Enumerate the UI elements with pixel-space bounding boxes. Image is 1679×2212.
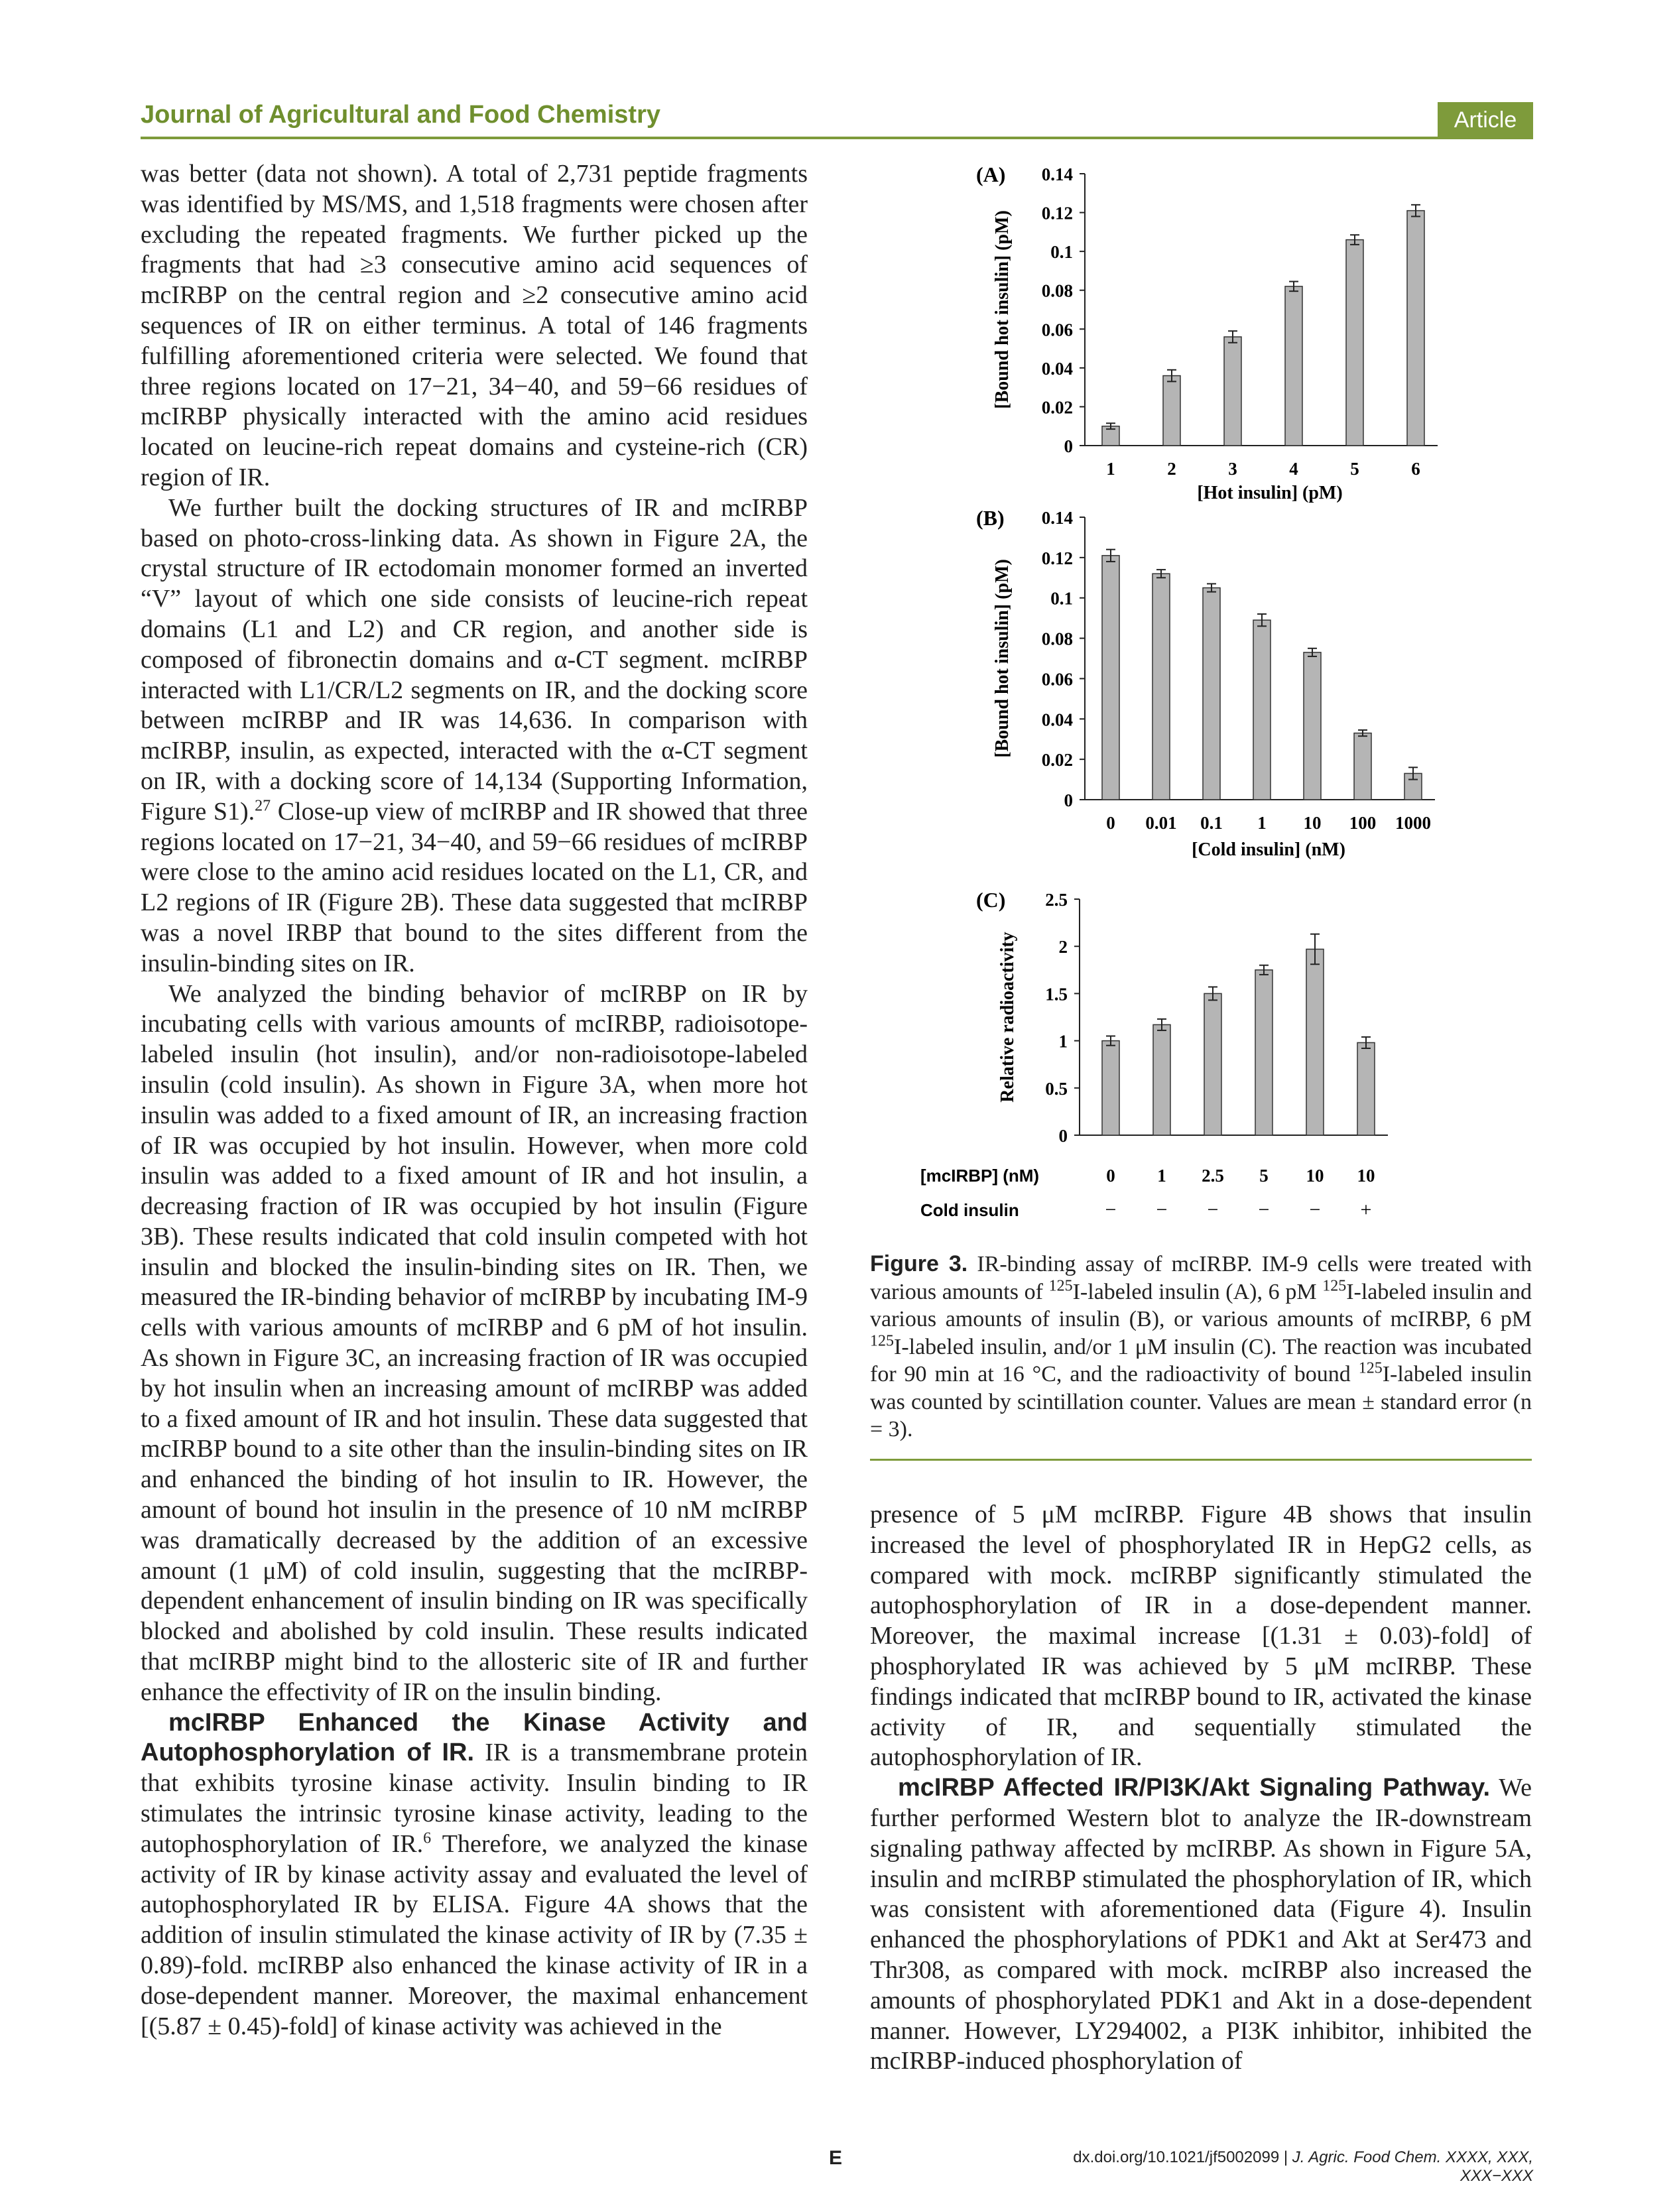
paragraph: mcIRBP Affected IR/PI3K/Akt Signaling Pathway. We further performed Western blot to analyze the IR-downstream signaling pathway affected by mcIRBP. As shown in Figure 5A, insulin and mcIRBP stimulated the phosphorylation of IR, which was consistent with aforementioned data (Figure 4). Insulin enhanced the phosphorylations of PDK1 and Akt at Ser473 and Thr308, as compared with mock. mcIRBP also increased the amounts of phosphorylated PDK1 and Akt in a dose-dependent manner. However, LY294002, a PI3K inhibitor, inhibited the mcIRBP-induced phosphorylation of (870, 1774, 1532, 2075)
bar (1204, 993, 1221, 1135)
bar (1102, 1041, 1119, 1135)
x-tick-label: 6 (1411, 459, 1420, 479)
x-tick-label: 10 (1357, 1166, 1375, 1186)
bar (1152, 574, 1170, 800)
x-tick-label: 10 (1306, 1166, 1324, 1186)
bar (1203, 588, 1220, 800)
citation-ref[interactable]: 27 (255, 797, 271, 815)
paragraph: presence of 5 μM mcIRBP. Figure 4B shows that insulin increased the level of phosphorylated IR in HepG2 cells, as compared with mock. mcIRBP significantly stimulated the autophosphorylation of IR in a dose-dependent manner. Moreover, the maximal increase [(1.31 ± 0.03)-fold] of phosphorylated IR was achieved by 5 μM mcIRBP. These findings indicated that mcIRBP bound to IR, activated the kinase activity of IR, and sequentially stimulated the autophosphorylation of IR. (870, 1501, 1532, 1772)
figure-3 (870, 159, 1533, 1221)
x-tick-label: 100 (1349, 813, 1377, 833)
y-tick-label: 0.5 (1045, 1078, 1068, 1099)
figure-3-chart (870, 159, 1533, 1221)
section-heading: mcIRBP Enhanced the Kinase Activity and Autophosphorylation of IR. (141, 1708, 808, 1767)
citation-ref[interactable]: 6 (423, 1829, 432, 1847)
bar (1304, 652, 1321, 800)
x-tick-label: 1 (1257, 813, 1267, 833)
x-tick-label: 5 (1259, 1166, 1269, 1186)
right-column (870, 1500, 1532, 2077)
footer-citation: dx.doi.org/10.1021/jf5002099 | J. Agric. Food Chem. XXXX, XXX, XXX−XXX (1073, 2148, 1533, 2185)
bar (1153, 1024, 1170, 1135)
y-axis-label: Relative radioactivity (997, 932, 1018, 1103)
row-label: Cold insulin (920, 1200, 1019, 1220)
y-tick-label: 0.14 (1041, 164, 1073, 184)
x-tick-label: 1 (1106, 459, 1115, 479)
y-tick-label: 0.12 (1041, 548, 1073, 568)
y-tick-label: 0.06 (1041, 669, 1073, 690)
x-tick-label: 10 (1303, 813, 1322, 833)
bar (1407, 211, 1424, 446)
y-tick-label: 2.5 (1045, 890, 1068, 910)
y-tick-label: 0.1 (1050, 242, 1073, 263)
x-tick-label: 2 (1167, 459, 1176, 479)
left-column (141, 159, 808, 2042)
x-tick-label: 5 (1350, 459, 1359, 479)
y-tick-label: 0 (1058, 1126, 1068, 1146)
y-tick-label: 0.08 (1041, 280, 1073, 301)
paragraph: We analyzed the binding behavior of mcIRBP on IR by incubating cells with various amounts of mcIRBP, radioisotope-labeled insulin (hot insulin), and/or non-radioisotope-labeled insulin (cold insulin). As shown in Figure 3A, when more hot insulin was added to a fixed amount of IR, an increasing fraction of IR was occupied by hot insulin. However, when more cold insulin was added to a fixed amount of IR and hot insulin, a decreasing fraction of IR was occupied by hot insulin (Figure 3B). These results indicated that cold insulin competed with hot insulin and blocked the insulin-binding sites on IR. Then, we measured the IR-binding behavior of mcIRBP by incubating IM-9 cells with various amounts of mcIRBP and 6 pM of hot insulin. As shown in Figure 3C, an increasing fraction of IR was occupied by hot insulin when an increasing amount of mcIRBP was added to a fixed amount of IR and hot insulin. These data suggested that mcIRBP bound to a site other than the insulin-binding sites on IR and enhanced the binding of hot insulin to IR. However, the amount of bound hot insulin in the presence of 10 nM mcIRBP was dramatically decreased by the addition of an excessive amount (1 μM) of cold insulin, suggesting that the mcIRBP-dependent enhancement of insulin binding on IR was specifically blocked and abolished by cold insulin. These results indicated that mcIRBP might bind to the allosteric site of IR and further enhance the effectivity of IR on the insulin binding. (141, 979, 808, 1706)
x-tick-label: − (1258, 1199, 1270, 1221)
panel-label: (C) (976, 888, 1006, 912)
x-tick-label: − (1105, 1199, 1117, 1221)
bar (1346, 240, 1363, 446)
x-tick-label: 1000 (1395, 813, 1431, 833)
figure-caption: Figure 3. IR-binding assay of mcIRBP. IM-9 cells were treated with various amounts of $^{125}$I-labeled insulin (A), 6 pM $^{125}$I-labeled insulin and various amounts of insulin (B), or various amounts of mcIRBP, 6 pM $^{125}$I-labeled insulin, and/or 1 μM insulin (C). The reaction was incubated for 90 min at 16 °C, and the radioactivity of bound $^{125}$I-labeled insulin was counted by scintillation counter. Values are mean ± standard error (n = 3). (870, 1251, 1532, 1442)
bar (1285, 286, 1302, 446)
x-tick-label: 0 (1106, 1166, 1115, 1186)
y-tick-label: 2 (1058, 937, 1068, 957)
x-tick-label: − (1309, 1199, 1321, 1221)
y-tick-label: 0.02 (1041, 750, 1073, 770)
paragraph: was better (data not shown). A total of 2,731 peptide fragments was identified by MS/MS, and 1,518 fragments were chosen after excluding the repeated fragments. We further picked up the fragments that had ≥3 consecutive amino acid sequences of mcIRBP on the central region and ≥2 consecutive amino acid sequences of IR on either terminus. A total of 146 fragments fulfilling aforementioned criteria were selected. We found that three regions located on 17−21, 34−40, and 59−66 residues of mcIRBP physically interacted with the amino acid residues located on leucine-rich repeat domains and cysteine-rich (CR) region of IR. (141, 160, 808, 491)
paragraph: We further built the docking structures of IR and mcIRBP based on photo-cross-linking data. As shown in Figure 2A, the crystal structure of IR ectodomain monomer formed an inverted “V” layout of which one side consists of leucine-rich repeat domains (L1 and L2) and CR region, and another side is composed of fibronectin domains and α-CT segment. mcIRBP interacted with L1/CR/L2 segments on IR, and the docking score between mcIRBP and IR was 14,636. In comparison with mcIRBP, insulin, as expected, interacted with the α-CT segment on IR, with a docking score of 14,134 (Supporting Information, Figure S1).$^{27}$ Close-up view of mcIRBP and IR showed that three regions located on 17−21, 34−40, and 59−66 residues of mcIRBP were close to the amino acid residues located on the L1, CR, and L2 regions of IR (Figure 2B). These data suggested that mcIRBP was a novel IRBP that bound to the sites different from the insulin-binding sites on IR. (141, 493, 808, 977)
x-tick-label: 4 (1289, 459, 1298, 479)
row-label: [mcIRBP] (nM) (920, 1166, 1040, 1186)
bar (1306, 949, 1324, 1135)
y-tick-label: 0.14 (1041, 508, 1073, 528)
x-tick-label: 1 (1157, 1166, 1166, 1186)
bar (1354, 733, 1371, 800)
x-tick-label: 0.01 (1145, 813, 1177, 833)
y-axis-label: [Bound hot insulin] (pM) (992, 559, 1013, 758)
bar (1224, 337, 1241, 446)
x-tick-label: − (1207, 1199, 1219, 1221)
y-tick-label: 0.08 (1041, 629, 1073, 649)
article-badge: Article (1438, 102, 1533, 138)
header-rule (141, 137, 1533, 139)
section-heading: mcIRBP Affected IR/PI3K/Akt Signaling Pathway. (898, 1774, 1491, 1802)
y-tick-label: 0.04 (1041, 358, 1073, 379)
y-tick-label: 1.5 (1045, 984, 1068, 1005)
page-letter: E (829, 2147, 843, 2169)
x-tick-label: + (1360, 1199, 1372, 1221)
x-tick-label: 0.1 (1200, 813, 1223, 833)
bar (1357, 1042, 1375, 1135)
bar (1102, 556, 1119, 800)
y-axis-label: [Bound hot insulin] (pM) (992, 210, 1013, 409)
panel-label: (A) (976, 162, 1006, 186)
y-tick-label: 0 (1064, 436, 1073, 456)
bar (1163, 376, 1180, 446)
x-tick-label: 2.5 (1202, 1166, 1224, 1186)
x-tick-label: − (1156, 1199, 1168, 1221)
x-axis-label: [Cold insulin] (nM) (1192, 839, 1345, 860)
y-tick-label: 0.06 (1041, 320, 1073, 340)
panel-label: (B) (976, 506, 1005, 530)
caption-label: Figure 3. (870, 1251, 968, 1276)
y-tick-label: 0.04 (1041, 709, 1073, 730)
y-tick-label: 0.02 (1041, 397, 1073, 418)
x-tick-label: 0 (1106, 813, 1115, 833)
x-tick-label: 3 (1228, 459, 1237, 479)
bar (1253, 620, 1271, 800)
paragraph: mcIRBP Enhanced the Kinase Activity and Autophosphorylation of IR. IR is a transmembrane protein that exhibits tyrosine kinase activity. Insulin binding to IR stimulates the intrinsic tyrosine kinase activity, leading to the autophosphorylation of IR.$^6$ Therefore, we analyzed the kinase activity of IR by kinase activity assay and evaluated the level of autophosphorylated IR by ELISA. Figure 4A shows that the addition of insulin stimulated the kinase activity of IR by (7.35 ± 0.89)-fold. mcIRBP also enhanced the kinase activity of IR in a dose-dependent manner. Moreover, the maximal enhancement [(5.87 ± 0.45)-fold] of kinase activity was achieved in the (141, 1708, 808, 2040)
y-tick-label: 0 (1064, 790, 1073, 810)
bar (1255, 970, 1273, 1135)
x-axis-label: [Hot insulin] (pM) (1197, 483, 1343, 503)
y-tick-label: 1 (1058, 1031, 1068, 1052)
y-tick-label: 0.1 (1050, 588, 1073, 609)
caption-rule (870, 1459, 1532, 1461)
y-tick-label: 0.12 (1041, 203, 1073, 223)
journal-title: Journal of Agricultural and Food Chemistry (141, 101, 660, 129)
